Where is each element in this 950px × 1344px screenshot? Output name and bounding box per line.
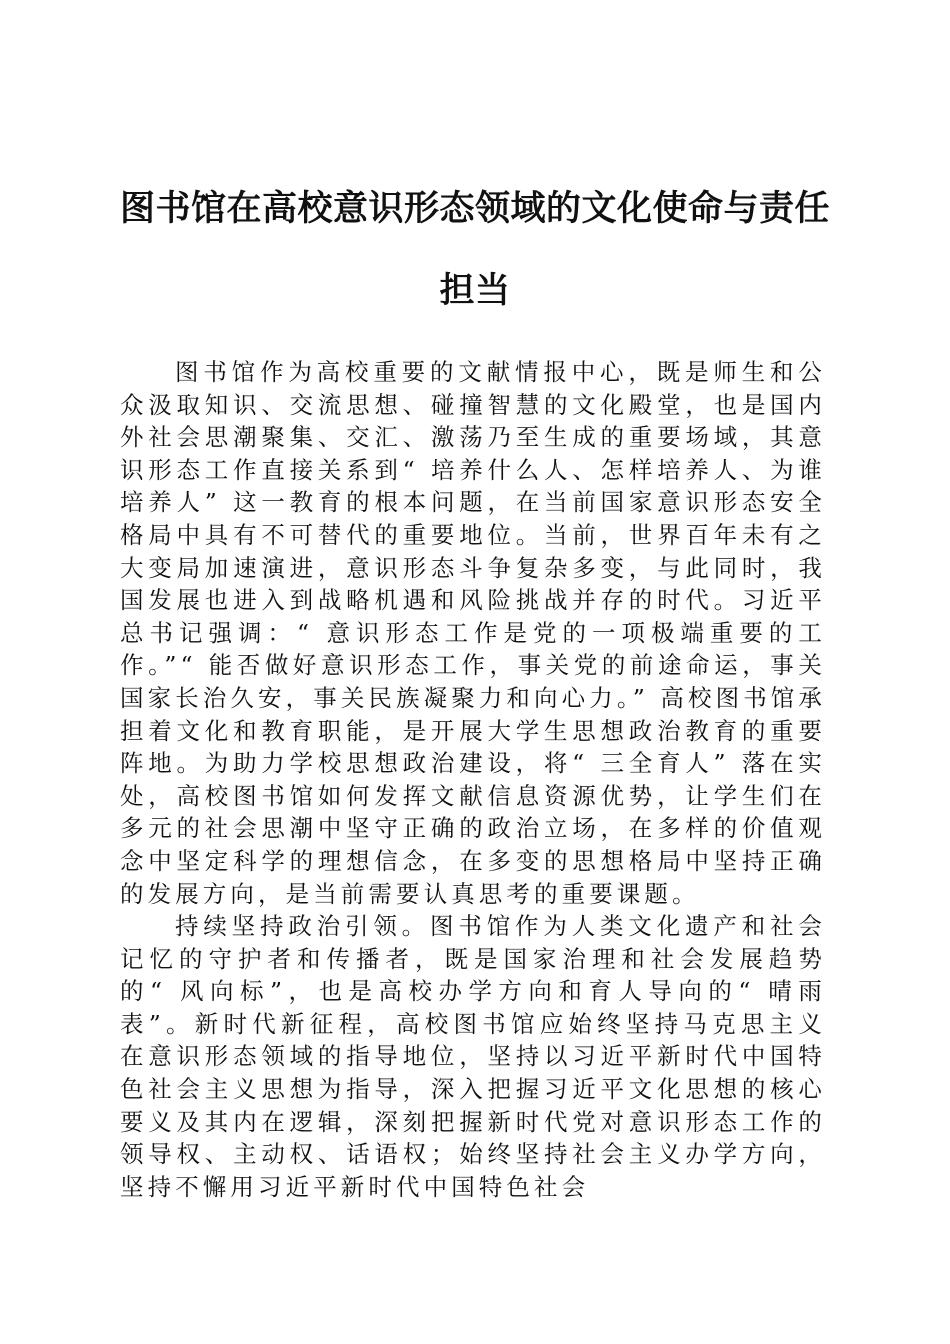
- body-paragraph-1: 图书馆作为高校重要的文献情报中心，既是师生和公众汲取知识、交流思想、碰撞智慧的文化殿堂，也是国内外社会思潮聚集、交汇、激荡乃至生成的重要场域，其意识形态工作直接关系到“ 培养什么人、怎样培养人、为谁培养人” 这一教育的根本问题，在当前国家意识形态安全格局中具有不可替代的重要地位。当前，世界百年未有之大变局加速演进，意识形态斗争复杂多变，与此同时，我国发展也进入到战略机遇和风险挑战并存的时代。习近平总书记强调：“ 意识形态工作是党的一项极端重要的工作。”“ 能否做好意识形态工作，事关党的前途命运，事关国家长治久安，事关民族凝聚力和向心力。” 高校图书馆承担着文化和教育职能，是开展大学生思想政治教育的重要阵地。为助力学校思想政治建设，将“ 三全育人” 落在实处，高校图书馆如何发挥文献信息资源优势，让学生们在多元的社会思潮中坚守正确的政治立场，在多样的价值观念中坚定科学的理想信念，在多变的思想格局中坚持正确的发展方向，是当前需要认真思考的重要课题。: [120, 358, 826, 908]
- document-body: [120, 356, 826, 1203]
- body-paragraph-2: 持续坚持政治引领。图书馆作为人类文化遗产和社会记忆的守护者和传播者，既是国家治理和社会发展趋势的“ 风向标”，也是高校办学方向和育人导向的“ 晴雨表”。新时代新征程，高校图书馆应始终坚持马克思主义在意识形态领域的指导地位，坚持以习近平新时代中国特色社会主义思想为指导，深入把握习近平文化思想的核心要义及其内在逻辑，深刻把握新时代党对意识形态工作的领导权、主动权、话语权；始终坚持社会主义办学方向，坚持不懈用习近平新时代中国特色社会: [120, 912, 826, 1201]
- document-title: 图书馆在高校意识形态领域的文化使命与责任担当: [119, 188, 830, 311]
